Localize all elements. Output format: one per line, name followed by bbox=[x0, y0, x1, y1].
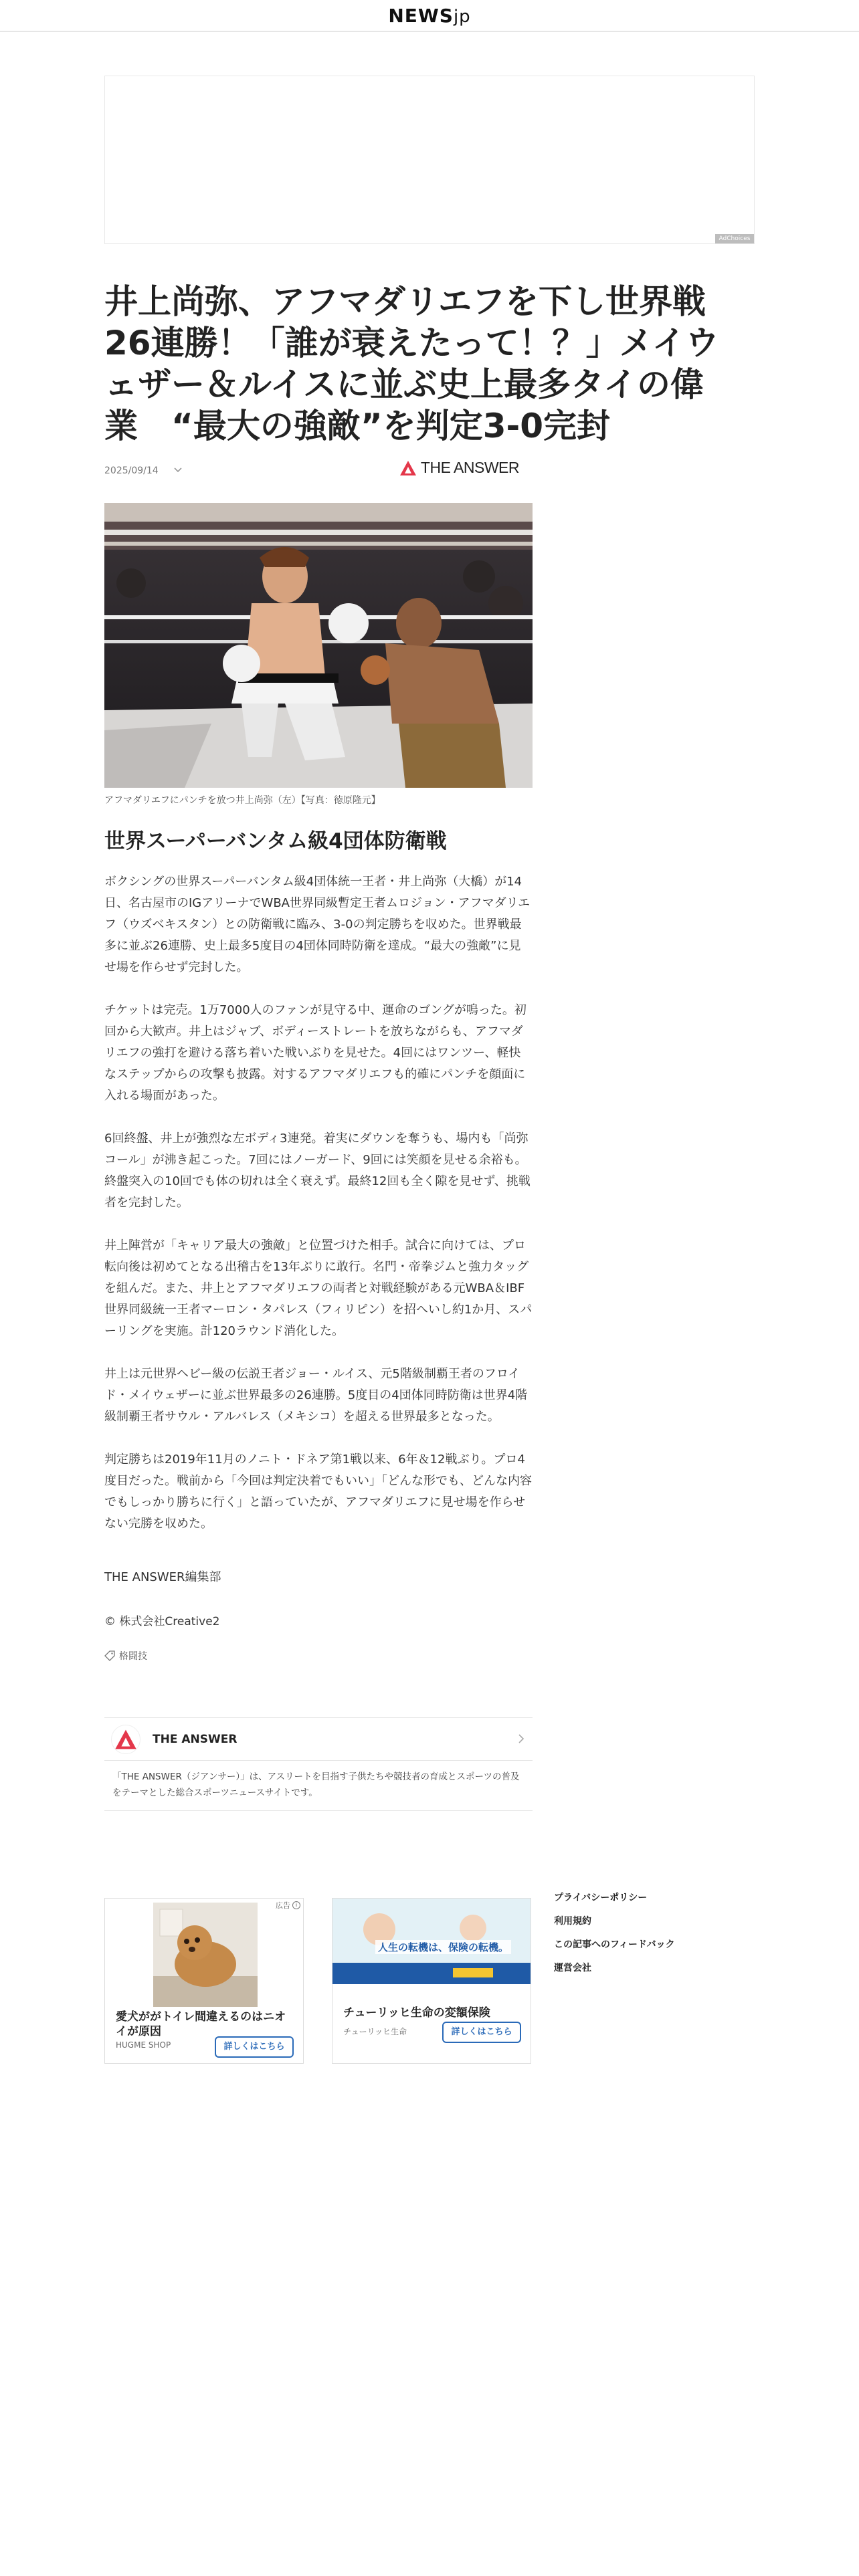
chevron-down-icon[interactable] bbox=[171, 463, 185, 476]
ad-cta-button[interactable]: 詳しくはこちら bbox=[442, 2022, 521, 2043]
logo-main: NEWS bbox=[388, 4, 454, 27]
logo-suffix: jp bbox=[453, 6, 471, 27]
the-answer-logo-icon bbox=[114, 1728, 137, 1751]
dog-photo bbox=[153, 1903, 258, 2007]
terms-link[interactable]: 利用規約 bbox=[554, 1916, 591, 1927]
ad-title: チューリッヒ生命の変額保険 bbox=[343, 2006, 490, 2020]
site-header bbox=[0, 0, 859, 32]
article-paragraph: 6回終盤、井上が強烈な左ボディ3連発。着実にダウンを奪うも、場内も「尚弥コール」が沸き起こった。7回にはノーガード、9回には笑顔を見せる余裕も。終盤突入の10回でも体の切れは全く衰えず。最終12回も全く隙を見せず、挑戦者を完封した。 bbox=[104, 1132, 531, 1210]
image-caption: アフマダリエフにパンチを放つ井上尚弥（左）【写真：徳原隆元】 bbox=[104, 795, 381, 806]
feedback-link[interactable]: この記事へのフィードバック bbox=[554, 1939, 675, 1950]
chevron-right-icon bbox=[515, 1733, 527, 1745]
source-card-name: THE ANSWER bbox=[153, 1733, 237, 1746]
source-name: THE ANSWER bbox=[420, 459, 519, 476]
privacy-policy-link[interactable]: プライバシーポリシー bbox=[554, 1893, 648, 1903]
the-answer-logo-icon bbox=[399, 459, 417, 477]
ad-thumbnail bbox=[153, 1903, 258, 2007]
article-title: 井上尚弥、アフマダリエフを下し世界戦26連勝！「誰が衰えたって！？」メイウェザー＆ルイスに並ぶ史上最多タイの偉業 “最大の強敵”を判定3-0完封 bbox=[104, 282, 719, 445]
top-ad-slot[interactable] bbox=[104, 76, 755, 244]
sponsored-card[interactable] bbox=[104, 1898, 304, 2064]
company-link[interactable]: 運営会社 bbox=[554, 1963, 591, 1973]
source-logo[interactable] bbox=[399, 459, 519, 477]
info-icon[interactable]: i bbox=[292, 1901, 300, 1909]
source-avatar bbox=[111, 1725, 140, 1754]
article-body bbox=[104, 871, 533, 1556]
ad-label bbox=[276, 1900, 300, 1911]
article-paragraph: ボクシングの世界スーパーバンタム級4団体統一王者・井上尚弥（大橋）が14日、名古屋市のIGアリーナでWBA世界同級暫定王者ムロジョン・アフマダリエフ（ウズベキスタン）との防衛戦に臨み、3-0の判定勝ちを収めた。世界戦最多に並ぶ26連勝、史上最多5度目の4団体同時防衛を達成。“最大の強敵”に見せ場を作らせず完封した。 bbox=[104, 875, 531, 974]
sponsored-card[interactable] bbox=[332, 1898, 531, 2064]
article-paragraph: 井上は元世界ヘビー級の伝説王者ジョー・ルイス、元5階級制覇王者のフロイド・メイウェザーに並ぶ世界最多の26連勝。5度目の4団体同時防衛は世界4階級制覇王者サウル・アルバレス（メキシコ）を超える世界最多となった。 bbox=[104, 1367, 528, 1424]
article-hero-image bbox=[104, 503, 533, 788]
article-copyright: © 株式会社Creative2 bbox=[104, 1615, 220, 1628]
source-card-link[interactable] bbox=[104, 1718, 533, 1761]
adchoices-badge[interactable]: AdChoices bbox=[715, 234, 754, 243]
tag-icon bbox=[104, 1650, 115, 1661]
ad-brand: チューリッヒ生命 bbox=[343, 2027, 407, 2036]
source-card-description: 「THE ANSWER（ジアンサー）」は、アスリートを目指す子供たちや競技者の育成とスポーツの普及をテーマとした総合スポーツニュースサイトです。 bbox=[112, 1772, 520, 1798]
article-date: 2025/09/14 bbox=[104, 465, 159, 476]
boxing-photo bbox=[104, 503, 533, 788]
article-tag[interactable] bbox=[104, 1649, 147, 1662]
article-paragraph: 判定勝ちは2019年11月のノニト・ドネア第1戦以来、6年＆12戦ぶり。プロ4度目だった。戦前から「今回は判定決着でもいい」「どんな形でも、どんな内容でもしっかり勝ちに行く」と語っていたが、アフマダリエフに見せ場を作らせない完勝を収めた。 bbox=[104, 1453, 532, 1531]
ad-label-text: 広告 bbox=[276, 1901, 290, 1910]
article-meta bbox=[104, 457, 526, 484]
tag-label: 格闘技 bbox=[119, 1651, 147, 1662]
ad-title: 愛犬ががトイレ間違えるのはニオイが原因 bbox=[116, 2010, 286, 2038]
ad-banner bbox=[332, 1899, 531, 1984]
footer-links bbox=[554, 1890, 755, 1983]
ad-cta-button[interactable]: 詳しくはこちら bbox=[215, 2036, 294, 2058]
article-editor: THE ANSWER編集部 bbox=[104, 1570, 221, 1584]
source-card bbox=[104, 1717, 533, 1811]
article-paragraph: 井上陣営が「キャリア最大の強敵」と位置づけた相手。試合に向けては、プロ転向後は初めてとなる出稽古を13年ぶりに敢行。名門・帝拳ジムと強力タッグを組んだ。また、井上とアフマダリエフの両者と対戦経験がある元WBA＆IBF世界同級統一王者マーロン・タパレス（フィリピン）を招へいし約1か月、スパーリングを実施。計120ラウンド消化した。 bbox=[104, 1239, 533, 1338]
ad-banner-text: 人生の転機は、保険の転機。 bbox=[375, 1940, 511, 1954]
article-paragraph: チケットは完売。1万7000人のファンが見守る中、運命のゴングが鳴った。初回から大歓声。井上はジャブ、ボディーストレートを放ちながらも、アフマダリエフの強打を避ける落ち着いた戦いぶりを見せた。4回にはワンツー、軽快なステップからの攻撃も披露。対するアフマダリエフも的確にパンチを顔面に入れる場面があった。 bbox=[104, 1003, 527, 1103]
ad-brand: HUGME SHOP bbox=[116, 2040, 171, 2050]
article-subheading: 世界スーパーバンタム級4団体防衛戦 bbox=[104, 829, 447, 853]
site-logo[interactable] bbox=[388, 5, 470, 27]
